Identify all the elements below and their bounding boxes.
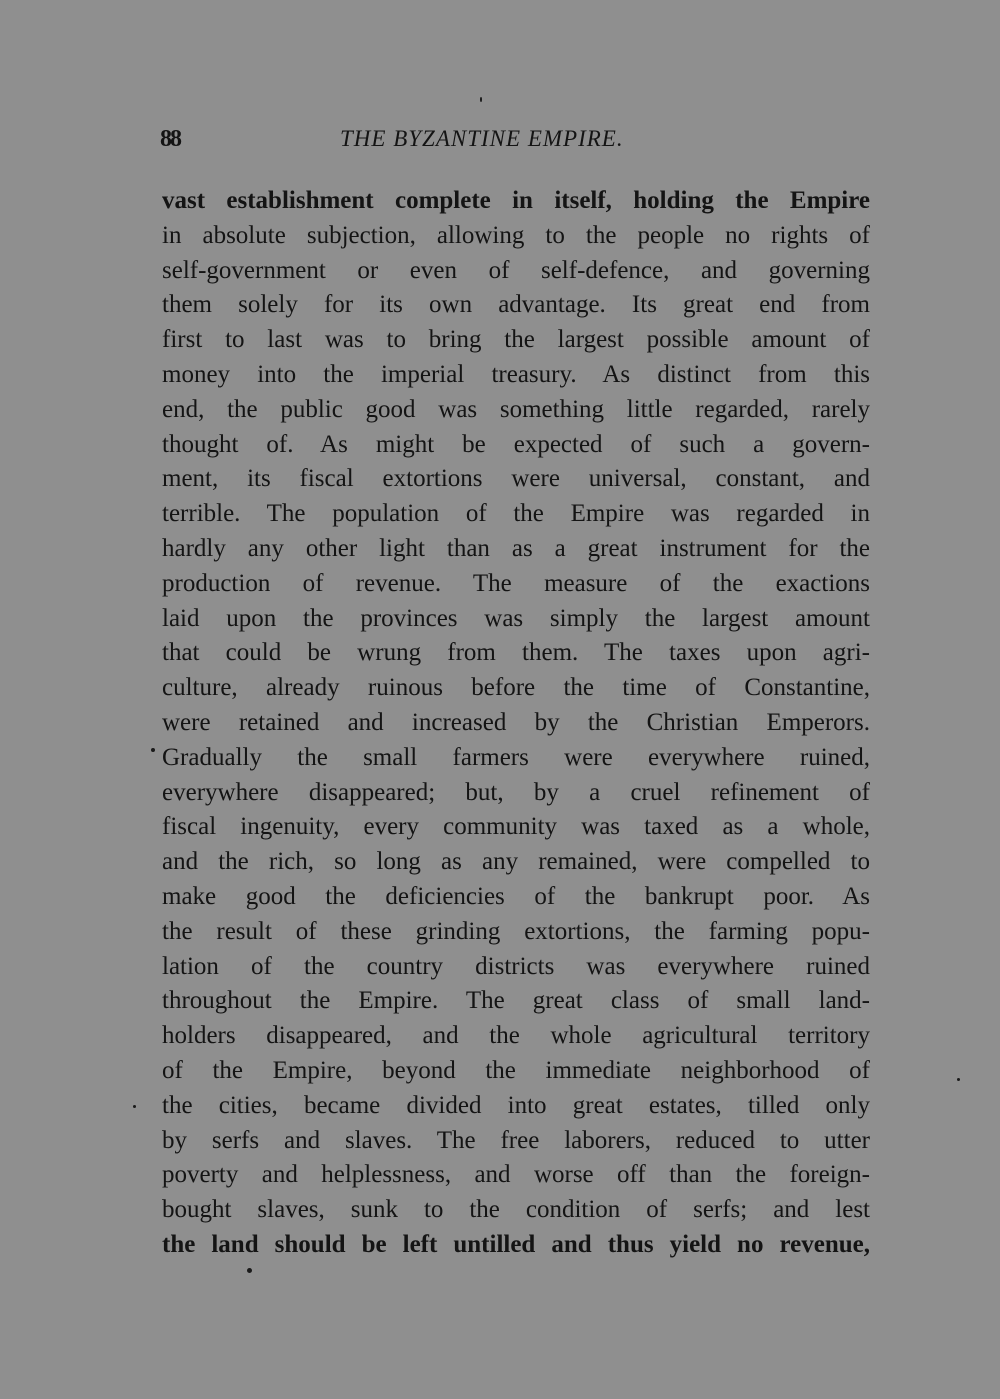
text-line: the result of these grinding extortions, the farming popu- bbox=[162, 917, 870, 945]
text-line: fiscal ingenuity, every community was taxed as a whole, bbox=[162, 813, 870, 841]
text-line: thought of. As might be expected of such a govern- bbox=[162, 430, 870, 458]
text-line: them solely for its own advantage. Its great end from bbox=[162, 291, 870, 319]
text-line: self-government or even of self-defence, and governing bbox=[162, 256, 870, 284]
text-line: of the Empire, beyond the immediate neighborhood of bbox=[162, 1056, 870, 1084]
ink-speck bbox=[957, 1078, 960, 1081]
text-line: laid upon the provinces was simply the largest amount bbox=[162, 604, 870, 632]
text-line: first to last was to bring the largest possible amount of bbox=[162, 326, 870, 354]
text-line: poverty and helplessness, and worse off than the foreign- bbox=[162, 1161, 870, 1189]
text-line: vast establishment complete in itself, holding the Empire bbox=[162, 187, 870, 214]
text-line: bought slaves, sunk to the condition of serfs; and lest bbox=[162, 1196, 870, 1224]
text-line: production of revenue. The measure of the exactions bbox=[162, 569, 870, 597]
text-line: culture, already ruinous before the time of Constantine, bbox=[162, 674, 870, 702]
text-line: Gradually the small farmers were everywhere ruined, bbox=[162, 743, 870, 771]
ink-speck bbox=[480, 97, 482, 102]
text-line: throughout the Empire. The great class of small land- bbox=[162, 987, 870, 1015]
text-line: and the rich, so long as any remained, were compelled to bbox=[162, 848, 870, 876]
text-line: that could be wrung from them. The taxes upon agri- bbox=[162, 639, 870, 667]
text-line: terrible. The population of the Empire was regarded in bbox=[162, 500, 870, 528]
text-line: the cities, became divided into great estates, tilled only bbox=[162, 1091, 870, 1119]
text-line: hardly any other light than as a great instrument for the bbox=[162, 534, 870, 562]
text-line: everywhere disappeared; but, by a cruel refinement of bbox=[162, 778, 870, 806]
body-text bbox=[162, 184, 870, 1263]
text-line: by serfs and slaves. The free laborers, reduced to utter bbox=[162, 1126, 870, 1154]
text-line: lation of the country districts was everywhere ruined bbox=[162, 952, 870, 980]
text-line: holders disappeared, and the whole agricultural territory bbox=[162, 1022, 870, 1050]
text-line: in absolute subjection, allowing to the people no rights of bbox=[162, 221, 870, 249]
ink-speck bbox=[247, 1268, 252, 1273]
text-line: were retained and increased by the Christian Emperors. bbox=[162, 708, 870, 736]
page-number: 88 bbox=[160, 126, 180, 152]
page-header bbox=[160, 122, 870, 162]
text-line: ment, its fiscal extortions were universal, constant, and bbox=[162, 465, 870, 493]
running-head: THE BYZANTINE EMPIRE. bbox=[340, 126, 624, 151]
text-line: end, the public good was something little regarded, rarely bbox=[162, 395, 870, 423]
ink-speck bbox=[133, 1105, 136, 1108]
text-line: the land should be left untilled and thus yield no revenue, bbox=[162, 1230, 870, 1258]
text-line: money into the imperial treasury. As distinct from this bbox=[162, 360, 870, 388]
ink-speck bbox=[151, 748, 155, 752]
text-line: make good the deficiencies of the bankrupt poor. As bbox=[162, 882, 870, 910]
